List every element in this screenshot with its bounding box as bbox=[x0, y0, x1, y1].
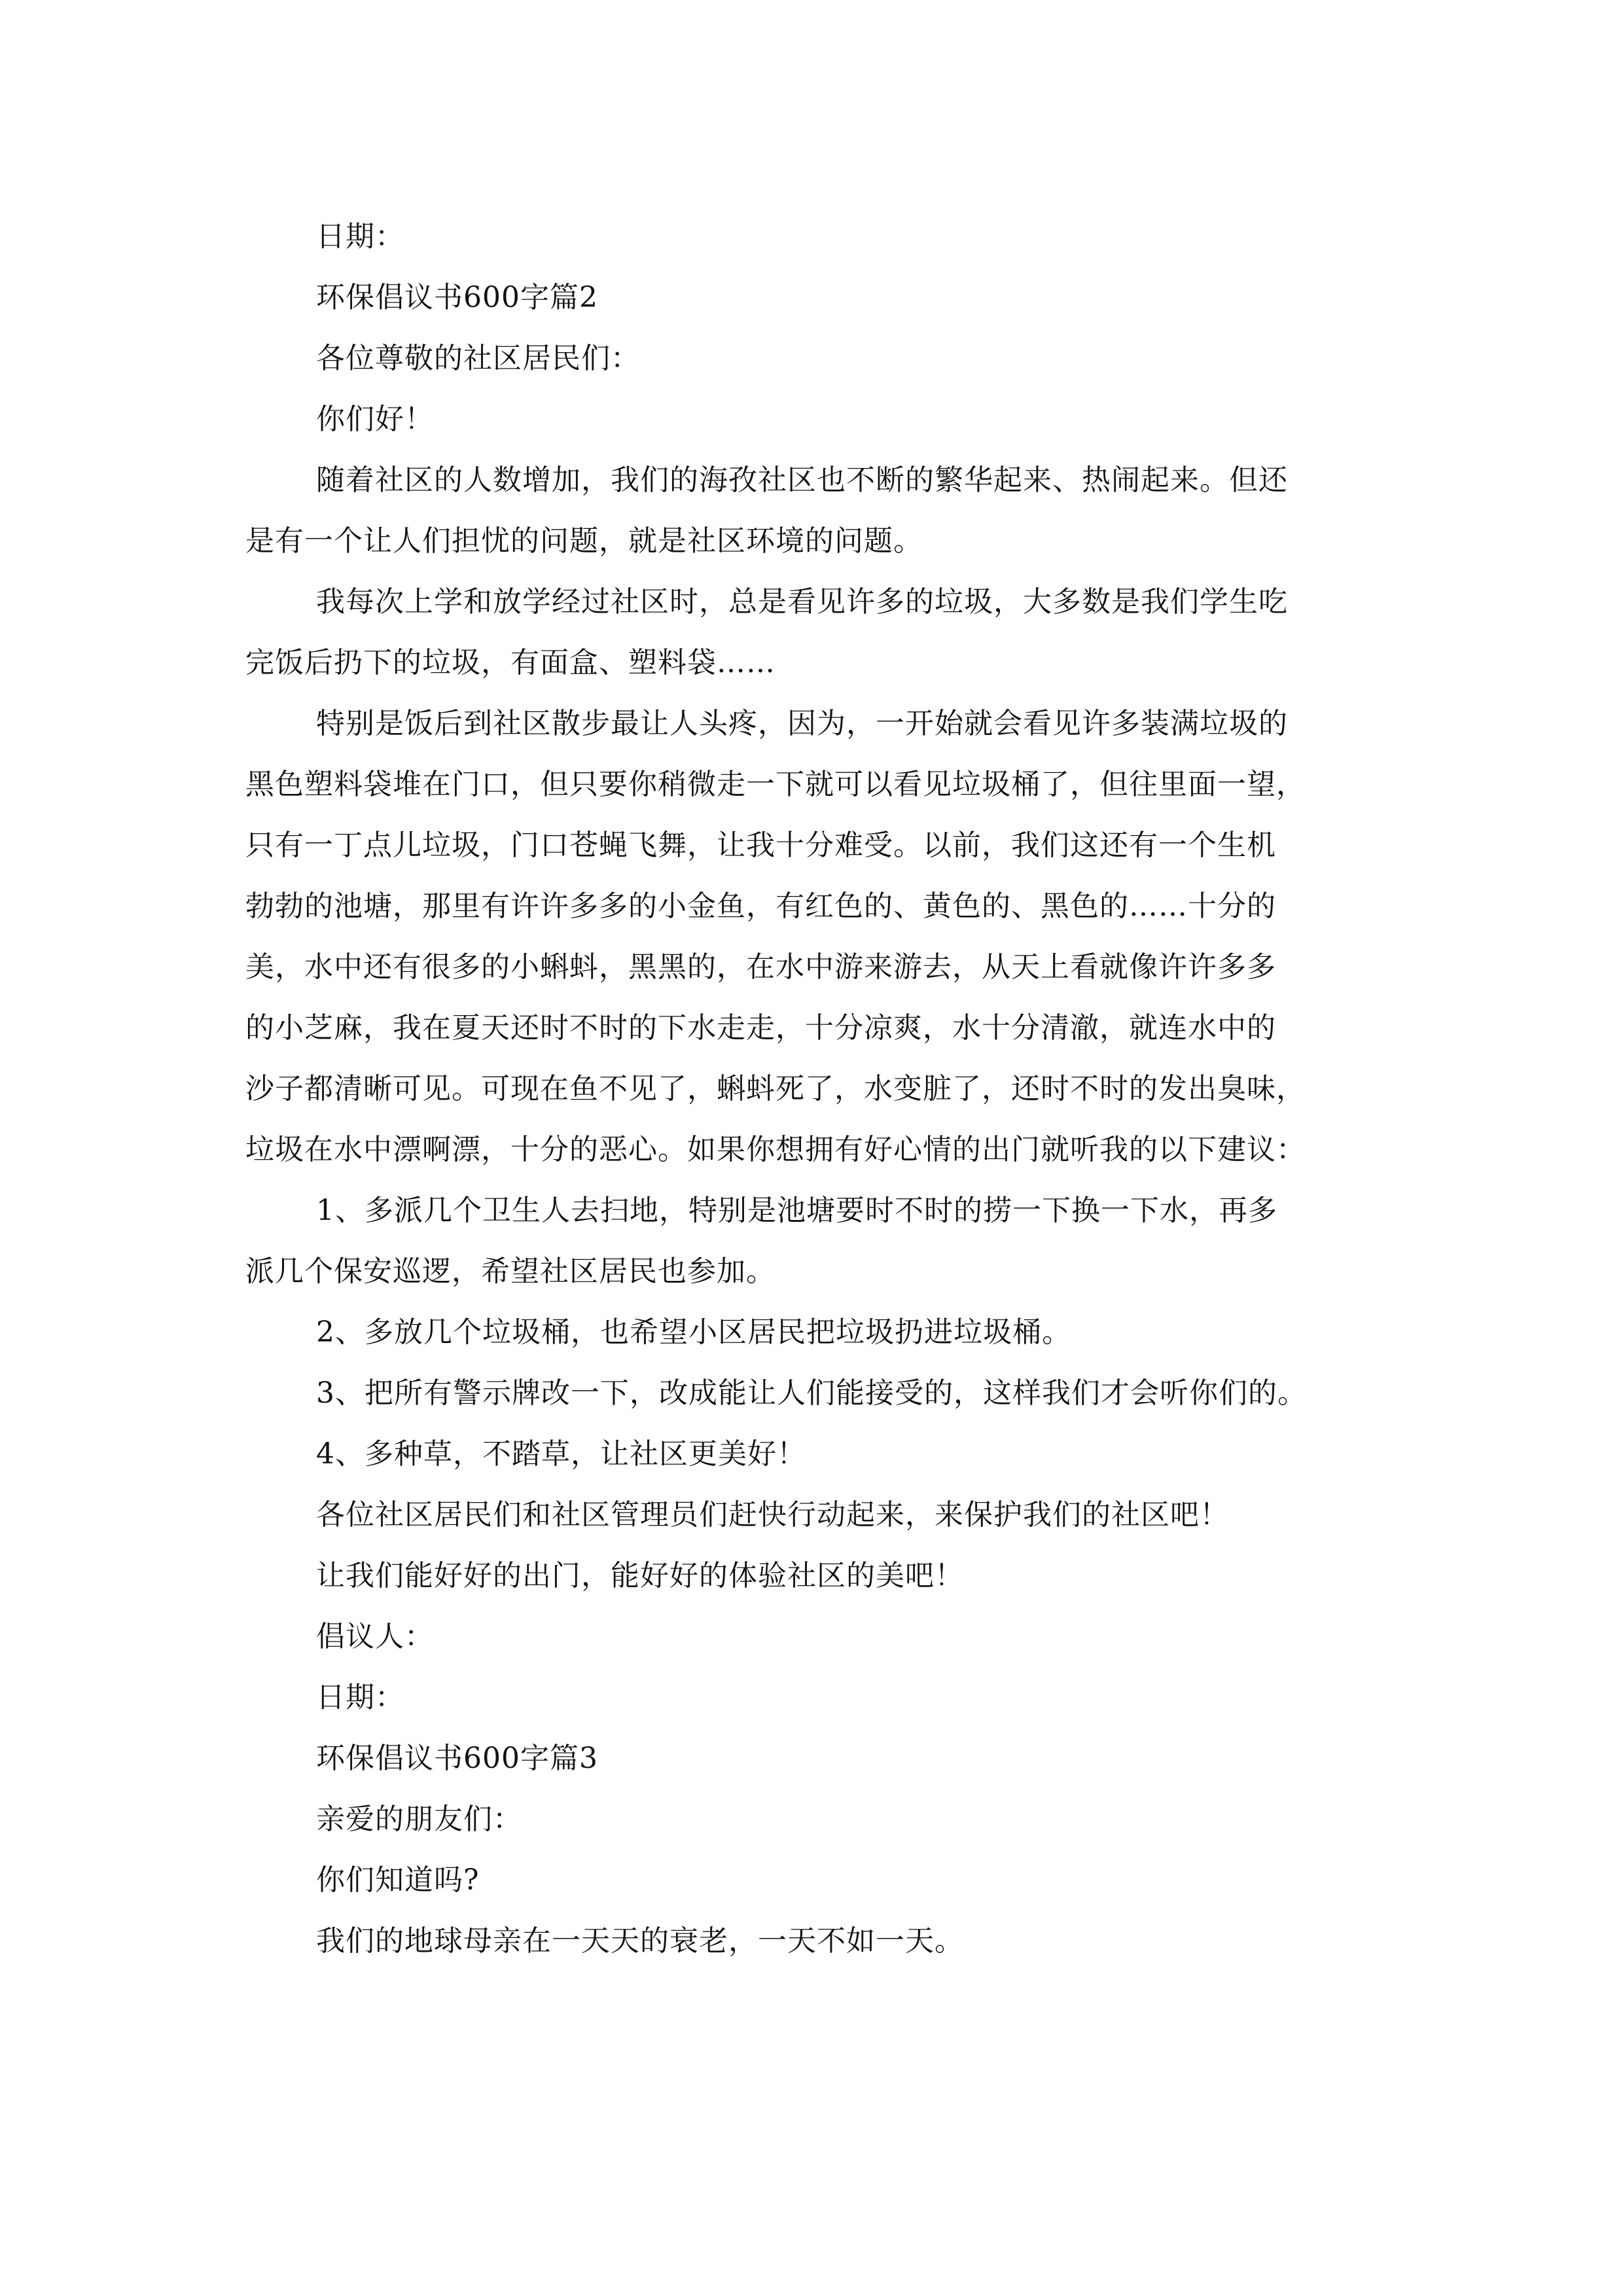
paragraph-line: 的小芝麻，我在夏天还时不时的下水走走，十分凉爽，水十分清澈，就连水中的 bbox=[245, 1011, 1276, 1045]
paragraph-line: 垃圾在水中漂啊漂，十分的恶心。如果你想拥有好心情的出门就听我的以下建议： bbox=[245, 1133, 1306, 1166]
suggestion-item-continued: 派几个保安巡逻，希望社区居民也参加。 bbox=[245, 1255, 776, 1288]
paragraph-line: 美，水中还有很多的小蝌蚪，黑黑的，在水中游来游去，从天上看就像许许多多 bbox=[245, 950, 1276, 984]
signature-label: 倡议人： bbox=[316, 1620, 434, 1653]
section-heading: 环保倡议书600字篇2 bbox=[316, 281, 598, 314]
paragraph-line: 黑色塑料袋堆在门口，但只要你稍微走一下就可以看见垃圾桶了，但往里面一望， bbox=[245, 768, 1306, 801]
section-heading: 环保倡议书600字篇3 bbox=[316, 1742, 598, 1775]
closing-line: 各位社区居民们和社区管理员们赶快行动起来，来保护我们的社区吧！ bbox=[316, 1498, 1229, 1532]
paragraph-line: 随着社区的人数增加，我们的海孜社区也不断的繁华起来、热闹起来。但还 bbox=[316, 463, 1288, 497]
paragraph-line: 勃勃的池塘，那里有许许多多的小金鱼，有红色的、黄色的、黑色的……十分的 bbox=[245, 889, 1276, 923]
greeting: 你们好！ bbox=[316, 403, 434, 436]
paragraph-line: 只有一丁点儿垃圾，门口苍蝇飞舞，让我十分难受。以前，我们这还有一个生机 bbox=[245, 829, 1276, 862]
paragraph-line: 是有一个让人们担忧的问题，就是社区环境的问题。 bbox=[245, 524, 923, 558]
salutation: 各位尊敬的社区居民们： bbox=[316, 342, 640, 375]
paragraph-line: 完饭后扔下的垃圾，有面盒、塑料袋…… bbox=[245, 646, 776, 679]
question-line: 你们知道吗? bbox=[316, 1863, 480, 1897]
suggestion-item: 2、多放几个垃圾桶，也希望小区居民把垃圾扔进垃圾桶。 bbox=[316, 1316, 1071, 1349]
suggestion-item: 3、把所有警示牌改一下，改成能让人们能接受的，这样我们才会听你们的。 bbox=[316, 1376, 1307, 1410]
suggestion-item: 1、多派几个卫生人去扫地，特别是池塘要时不时的捞一下换一下水，再多 bbox=[316, 1194, 1277, 1227]
suggestion-item: 4、多种草，不踏草，让社区更美好！ bbox=[316, 1437, 806, 1471]
paragraph-line: 特别是饭后到社区散步最让人头疼，因为，一开始就会看见许多装满垃圾的 bbox=[316, 707, 1288, 740]
paragraph-line: 沙子都清晰可见。可现在鱼不见了，蝌蚪死了，水变脏了，还时不时的发出臭味， bbox=[245, 1072, 1306, 1105]
document-body bbox=[245, 206, 1384, 1971]
salutation: 亲爱的朋友们： bbox=[316, 1803, 522, 1836]
closing-line: 让我们能好好的出门，能好好的体验社区的美吧！ bbox=[316, 1559, 964, 1592]
date-label: 日期： bbox=[316, 1681, 404, 1714]
paragraph-line: 我每次上学和放学经过社区时，总是看见许多的垃圾，大多数是我们学生吃 bbox=[316, 585, 1288, 619]
date-label: 日期： bbox=[316, 220, 404, 253]
paragraph-line: 我们的地球母亲在一天天的衰老，一天不如一天。 bbox=[316, 1924, 964, 1958]
